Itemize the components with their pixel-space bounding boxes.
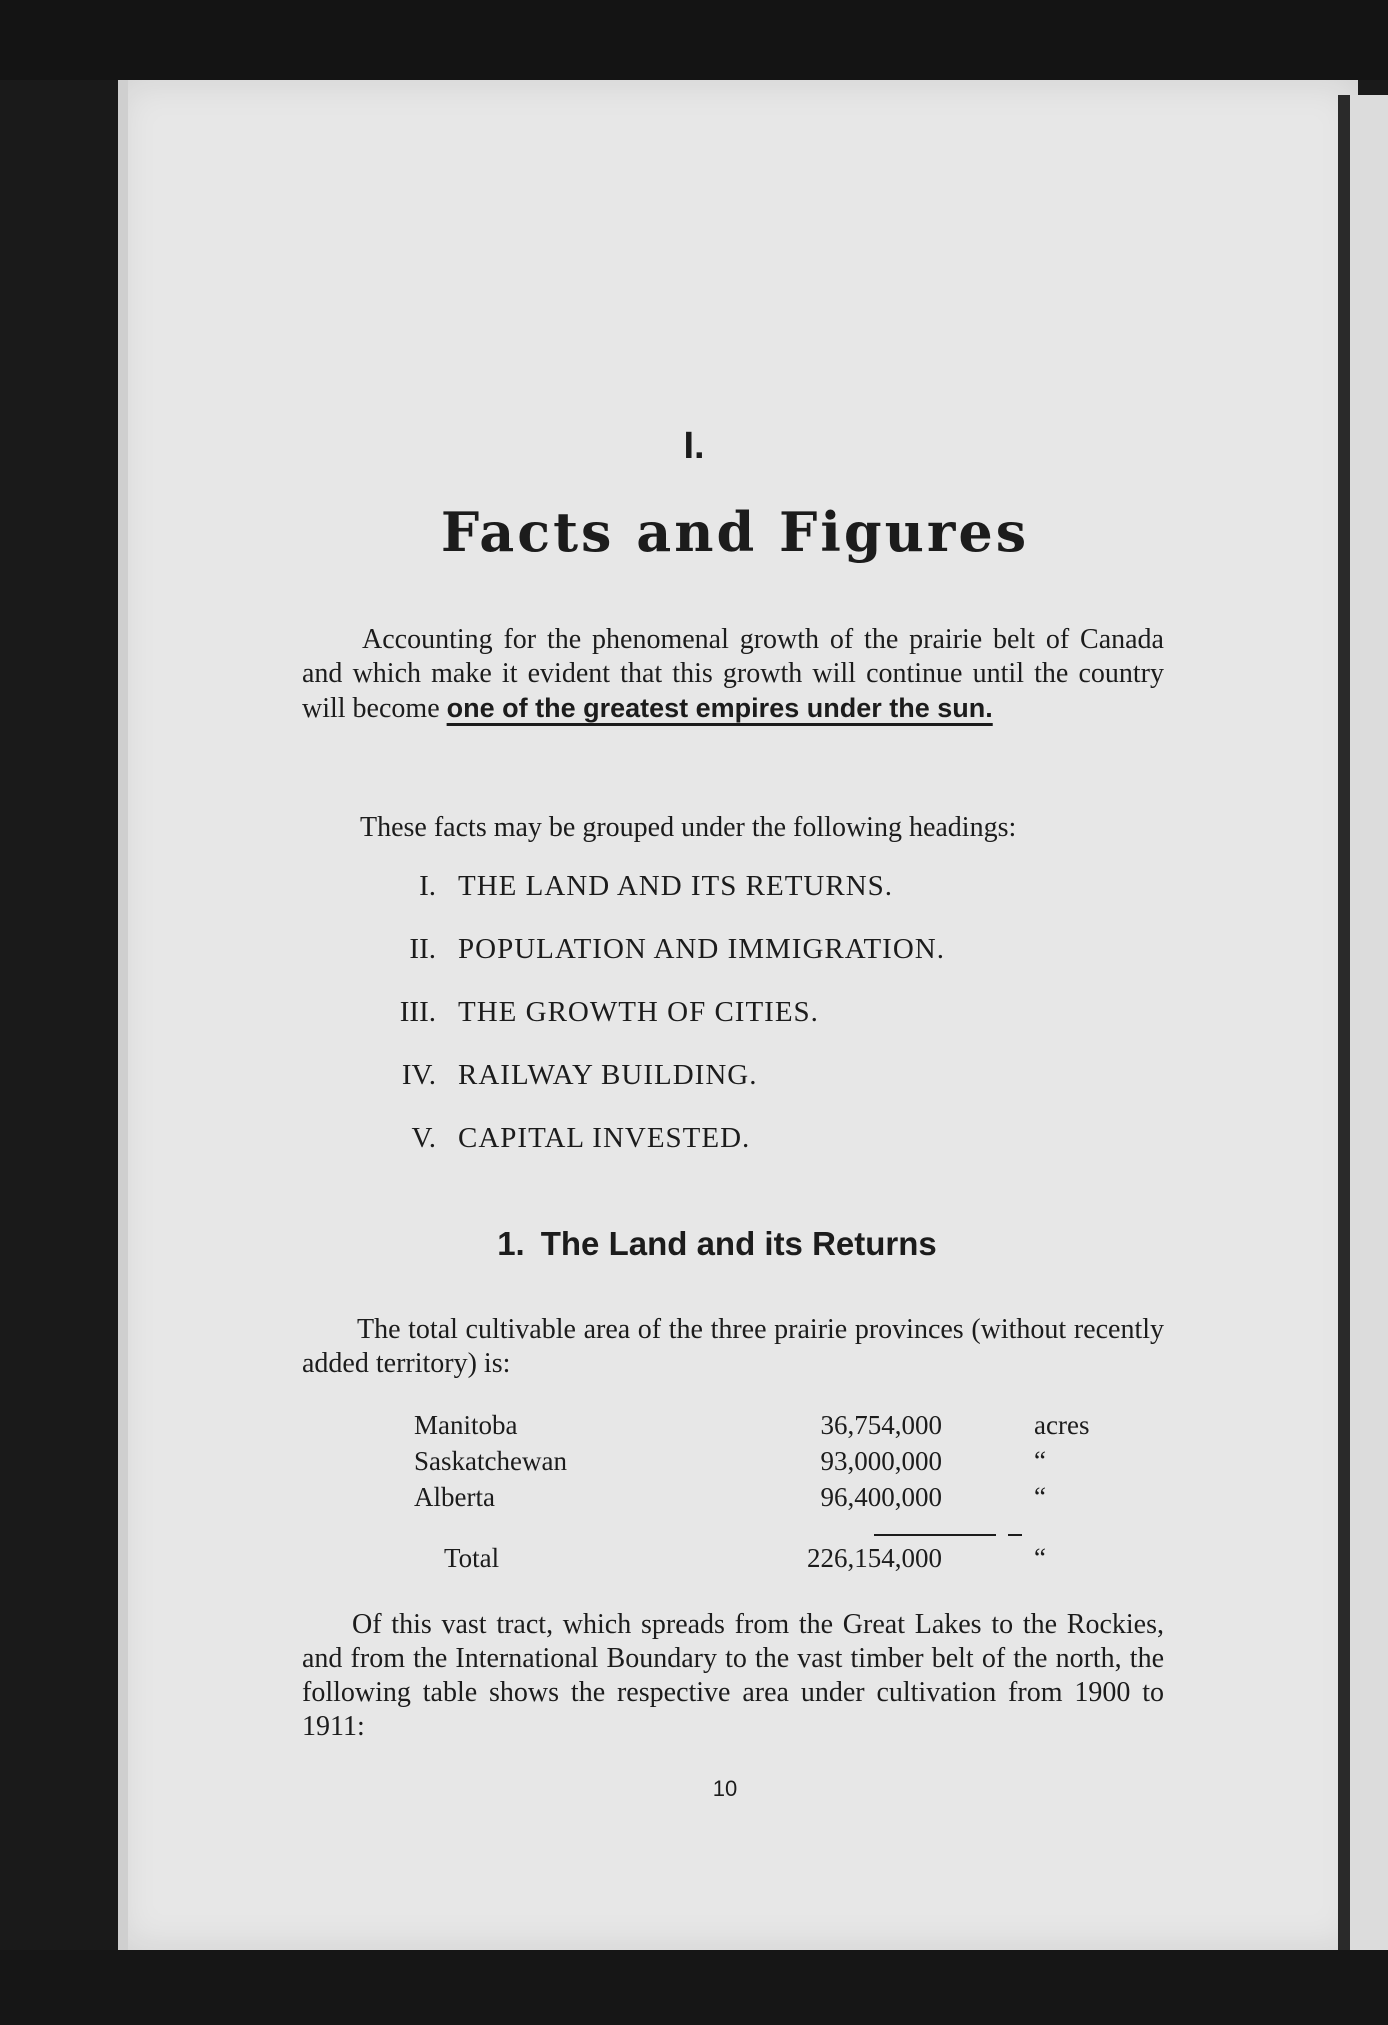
total-value: 226,154,000	[807, 1543, 942, 1573]
heading-item	[350, 933, 1150, 996]
area-value: 36,754,000	[820, 1410, 942, 1440]
heading-item	[350, 1122, 1150, 1185]
heading-text: THE GROWTH OF CITIES.	[458, 996, 819, 1028]
section-number: I.	[683, 425, 705, 467]
headings-list	[350, 870, 1150, 1185]
grouping-lead: These facts may be grouped under the following headings:	[360, 812, 1017, 843]
subsection-number: 1.	[497, 1225, 525, 1262]
area-value: 93,000,000	[820, 1446, 942, 1476]
province-name: Saskatchewan	[414, 1446, 567, 1476]
table-row	[414, 1482, 1114, 1518]
heading-number: V.	[411, 1122, 436, 1154]
area-unit: “	[1034, 1482, 1046, 1512]
heading-text: RAILWAY BUILDING.	[458, 1059, 758, 1091]
heading-item	[350, 996, 1150, 1059]
intro-emphasis: one of the greatest empires under the sun.	[446, 693, 993, 723]
area-unit: acres	[1034, 1410, 1090, 1440]
land-intro-text: The total cultivable area of the three prairie provinces (without recently added territory) is:	[302, 1314, 1164, 1379]
heading-number: I.	[419, 870, 436, 902]
page-number: 10	[712, 1776, 738, 1801]
total-label: Total	[444, 1543, 500, 1573]
province-name: Manitoba	[414, 1410, 518, 1440]
subsection-title: The Land and its Returns	[540, 1225, 937, 1262]
adjacent-page-edge	[1350, 95, 1388, 1955]
province-name: Alberta	[414, 1482, 495, 1512]
total-row	[414, 1543, 1114, 1579]
heading-number: IV.	[401, 1059, 436, 1091]
table-row	[414, 1446, 1114, 1482]
land-intro-paragraph	[302, 1313, 1164, 1381]
tract-text: Of this vast tract, which spreads from the Great Lakes to the Rockies, and from the International Boundary to the vast timber belt of the north, the following table shows the respective area under cultivation from 1900 to 1911:	[302, 1609, 1164, 1742]
heading-number: II.	[409, 933, 436, 965]
sum-rule	[1008, 1534, 1022, 1536]
scan-border-top	[0, 0, 1388, 80]
page-binding-edge	[118, 80, 128, 1950]
page-title: Facts and Figures	[440, 500, 1030, 564]
heading-text: POPULATION AND IMMIGRATION.	[458, 933, 945, 965]
subsection-heading	[0, 1225, 1388, 1263]
heading-number: III.	[399, 996, 436, 1028]
area-unit: “	[1034, 1446, 1046, 1476]
total-unit: “	[1034, 1543, 1046, 1573]
tract-paragraph	[302, 1608, 1164, 1744]
scan-border-bottom	[0, 1950, 1388, 2025]
sum-rule	[874, 1534, 996, 1536]
intro-paragraph	[302, 623, 1164, 726]
heading-item	[350, 1059, 1150, 1122]
intro-text: Accounting for the phenomenal growth of the prairie belt of Canada and which make it evident that this growth will continue until the country will become	[302, 624, 1164, 724]
heading-text: CAPITAL INVESTED.	[458, 1122, 751, 1154]
heading-text: THE LAND AND ITS RETURNS.	[458, 870, 894, 902]
area-value: 96,400,000	[820, 1482, 942, 1512]
area-table	[414, 1410, 1114, 1573]
table-row	[414, 1410, 1114, 1446]
heading-item	[350, 870, 1150, 933]
